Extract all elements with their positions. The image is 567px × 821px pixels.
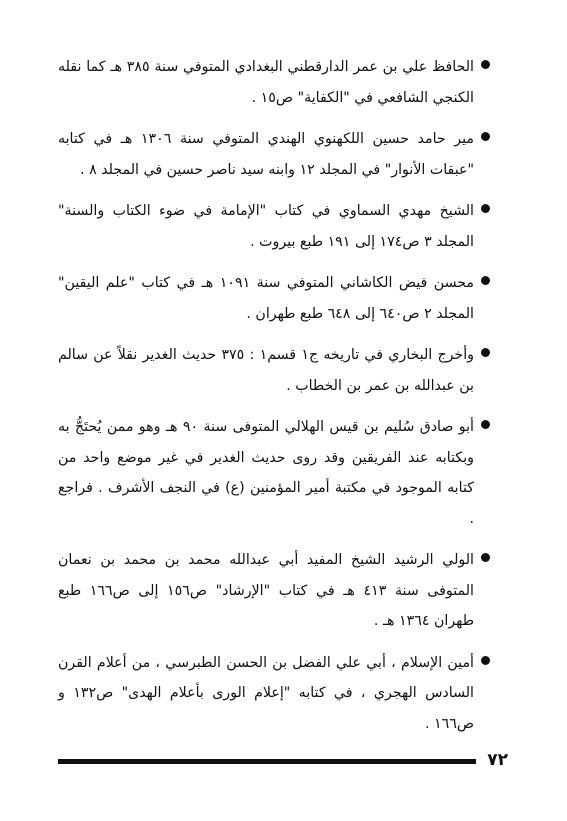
entry-text: أمين الإسلام ، أبي علي الفضل بن الحسن الطبرسي ، من أعلام القرن السادس الهجري ، في كتابه "إعلام الورى بأعلام الهدى" ص١٣٢ و ص١٦٦ . [58, 654, 474, 732]
page-body [58, 52, 490, 750]
entry-text: محسن فيض الكاشاني المتوفي سنة ١٠٩١ هـ في كتاب "علم اليقين" المجلد ٢ ص٦٤٠ إلى ٦٤٨ طبع طهران . [58, 275, 474, 322]
list-item [58, 52, 490, 113]
entry-text: مير حامد حسين اللكهنوي الهندي المتوفي سنة ١٣٠٦ هـ في كتابه "عبقات الأنوار" في المجلد ١٢ وابنه سيد ناصر حسين في المجلد ٨ . [58, 131, 474, 178]
page-footer [58, 752, 508, 772]
list-item [58, 648, 490, 740]
entry-text: الشيخ مهدي السماوي في كتاب "الإمامة في ضوء الكتاب والسنة" المجلد ٣ ص١٧٤ إلى ١٩١ طبع بيروت . [58, 203, 474, 250]
page-number: ٧٢ [487, 750, 508, 770]
entry-text: وأخرج البخاري في تاريخه ج١ قسم١ : ٣٧٥ حديث الغدير نقلاً عن سالم بن عبدالله بن عمر بن الخطاب . [58, 347, 475, 394]
bullet-icon [481, 60, 490, 69]
entry-text: أبو صادق سُليم بن قيس الهلالي المتوفى سنة ٩٠ هـ وهو ممن يُحتَجُّ به وبكتابه عند الفريقين وقد روى حديث الغدير في غير موضع واحد من كتابه الموجود في مكتبة أمير المؤمنين (ع) في النجف الأشرف . فراجع . [58, 419, 474, 527]
list-item [58, 412, 490, 534]
list-item [58, 545, 490, 637]
footer-rule [58, 759, 476, 764]
list-item [58, 340, 490, 401]
entry-text: الولي الرشيد الشيخ المفيد أبي عبدالله محمد بن محمد بن نعمان المتوفى سنة ٤١٣ هـ في كتاب "الإرشاد" ص١٥٦ إلى ص١٦٦ طبع طهران ١٣٦٤ هـ . [58, 552, 474, 629]
bullet-icon [481, 132, 490, 141]
entry-text: الحافظ علي بن عمر الدارقطني البغدادي المتوفي سنة ٣٨٥ هـ كما نقله الكنجي الشافعي في "الكفاية" ص١٥ . [58, 59, 474, 106]
list-item [58, 196, 490, 257]
bullet-icon [481, 553, 490, 562]
list-item [58, 268, 490, 329]
bullet-icon [481, 204, 490, 213]
bullet-icon [481, 348, 490, 357]
bullet-icon [481, 656, 490, 665]
bullet-icon [481, 420, 490, 429]
list-item [58, 124, 490, 185]
bullet-icon [481, 276, 490, 285]
